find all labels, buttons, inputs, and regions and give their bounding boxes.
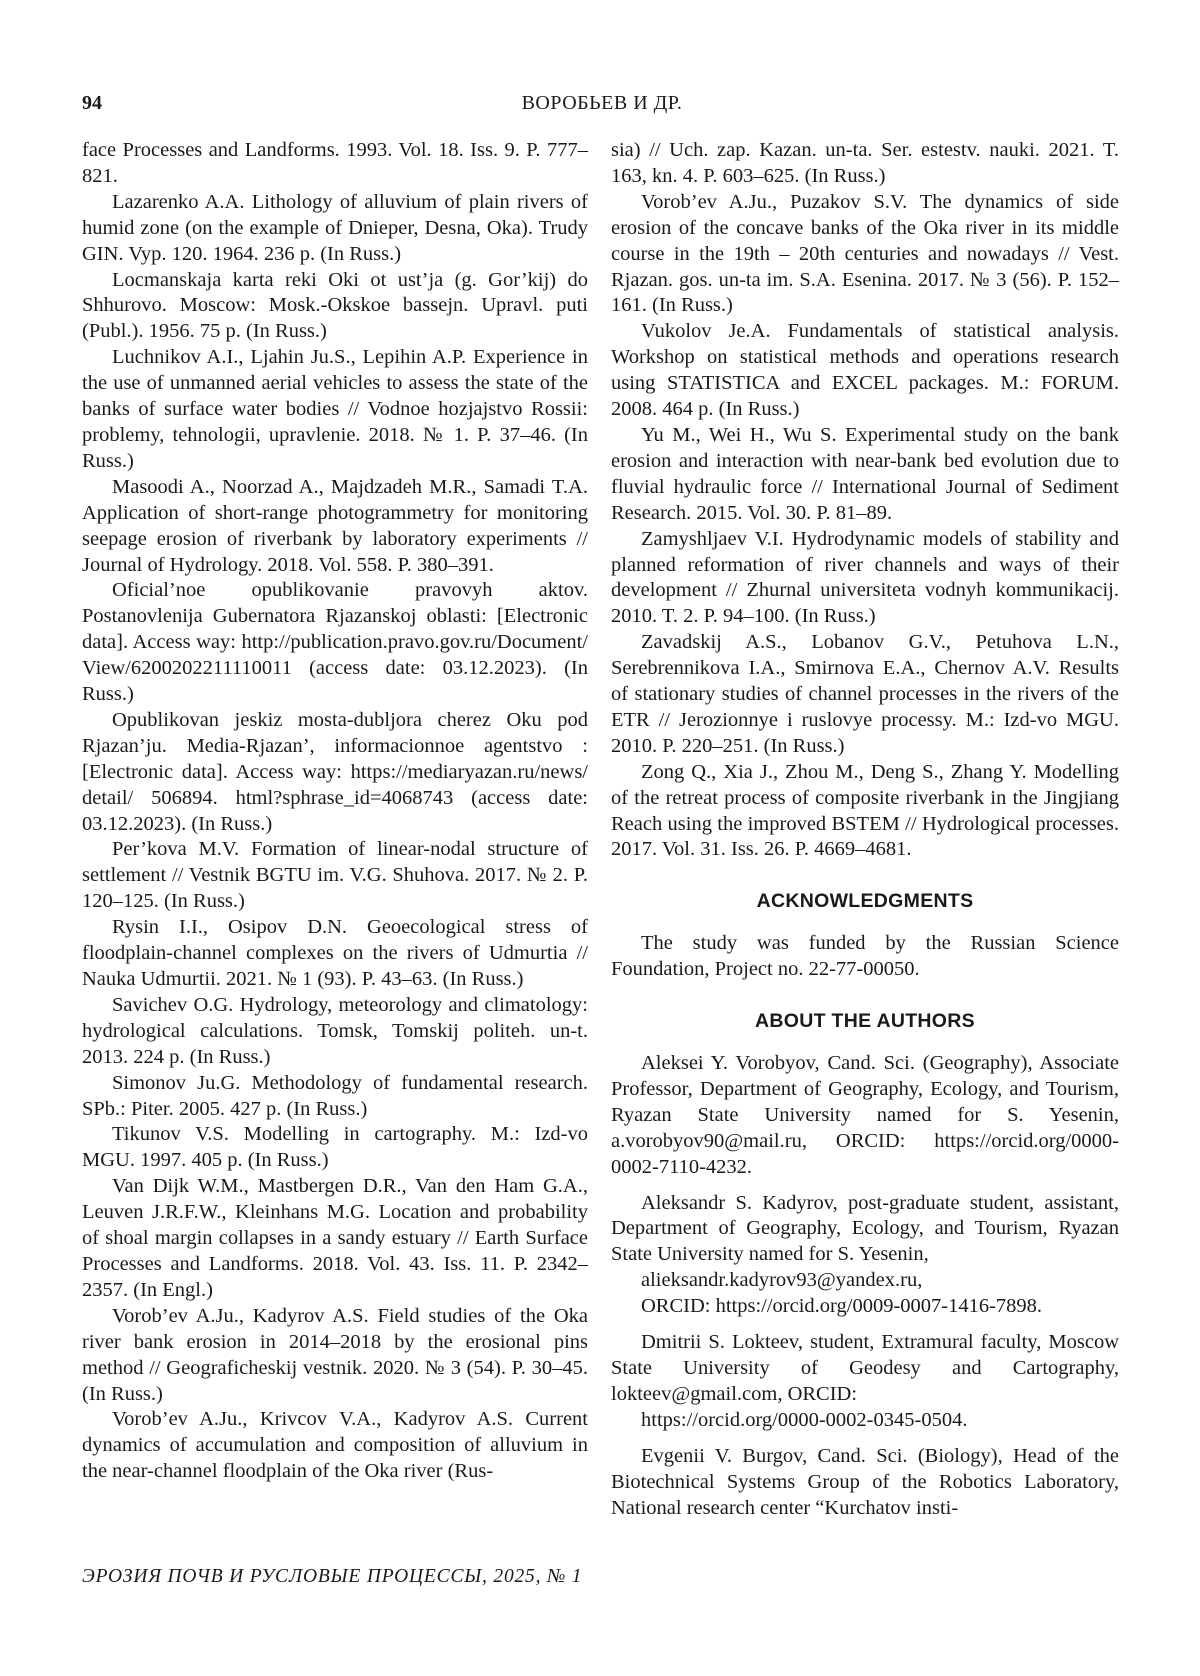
reference-item: Opublikovan jeskiz mosta-dubljora cherez Oku pod Rjazan’ju. Media-Rjazan’, informacionnoe agentstvo : [Electronic data]. Access way: https://mediaryazan.ru/news/ detail/ 506894. html?sphrase_id=4068743 (access date: 03.12.2023). (In Russ.)	[82, 708, 588, 835]
author-entry: Aleksei Y. Vorobyov, Cand. Sci. (Geography), Associate Professor, Department of Geography, Ecology, and Tourism, Ryazan State University named for S. Yesenin, a.vorobyov90@mail.ru, ORCID: https://orcid.org/0000-0002-7110-4232.	[611, 1052, 1119, 1178]
reference-item: face Processes and Landforms. 1993. Vol. 18. Iss. 9. P. 777–821.	[82, 139, 588, 187]
reference-item: Simonov Ju.G. Methodology of fundamental research. SPb.: Piter. 2005. 427 p. (In Russ.)	[82, 1071, 588, 1120]
reference-item: Locmanskaja karta reki Oki ot ust’ja (g. Gor’kij) do Shhurovo. Moscow: Mosk.-Okskoe bassejn. Upravl. puti (Publ.). 1956. 75 p. (In Russ.)	[82, 268, 588, 343]
reference-item: Van Dijk W.M., Mastbergen D.R., Van den Ham G.A., Leuven J.R.F.W., Kleinhans M.G. Location and probability of shoal margin collapses in a sandy estuary // Earth Surface Processes and Landforms. 2018. Vol. 43. Iss. 11. P. 2342–2357. (In Engl.)	[82, 1175, 588, 1301]
right-column	[611, 138, 1119, 1531]
reference-item: Zavadskij A.S., Lobanov G.V., Petuhova L.N., Serebrennikova I.A., Smirnova E.A., Chernov A.V. Results of stationary studies of channel processes in the rivers of the ETR // Jerozionnye i ruslovye processy. M.: Izd-vo MGU. 2010. P. 220–251. (In Russ.)	[611, 631, 1119, 757]
reference-item: Zong Q., Xia J., Zhou M., Deng S., Zhang Y. Modelling of the retreat process of composite riverbank in the Jingjiang Reach using the improved BSTEM // Hydrological processes. 2017. Vol. 31. Iss. 26. P. 4669–4681.	[611, 760, 1119, 861]
running-title: ВОРОБЬЕВ И ДР.	[521, 92, 683, 114]
author-orcid: ORCID: https://orcid.org/0009-0007-1416-7898.	[641, 1295, 1043, 1318]
reference-item: Savichev O.G. Hydrology, meteorology and climatology: hydrological calculations. Tomsk, Tomskij politeh. un-t. 2013. 224 p. (In Russ.)	[82, 993, 588, 1068]
reference-item: sia) // Uch. zap. Kazan. un-ta. Ser. estestv. nauki. 2021. T. 163, kn. 4. P. 603–625. (In Russ.)	[611, 139, 1119, 187]
reference-item: Per’kova M.V. Formation of linear-nodal structure of settlement // Vestnik BGTU im. V.G. Shuhova. 2017. № 2. P. 120–125. (In Russ.)	[82, 838, 588, 913]
author-entry	[611, 1330, 1119, 1434]
reference-item: Masoodi A., Noorzad A., Majdzadeh M.R., Samadi T.A. Application of short-range photogrammetry for monitoring seepage erosion of riverbank by laboratory experiments // Journal of Hydrology. 2018. Vol. 558. P. 380–391.	[82, 475, 588, 576]
reference-item: Vorob’ev A.Ju., Kadyrov A.S. Field studies of the Oka river bank erosion in 2014–2018 by the erosional pins method // Geograficheskij vestnik. 2020. № 3 (54). P. 30–45. (In Russ.)	[82, 1304, 588, 1405]
journal-footer: ЭРОЗИЯ ПОЧВ И РУСЛОВЫЕ ПРОЦЕССЫ, 2025, № 1	[82, 1566, 583, 1587]
reference-item: Yu M., Wei H., Wu S. Experimental study on the bank erosion and interaction with near-bank bed evolution due to fluvial hydraulic force // International Journal of Sediment Research. 2015. Vol. 30. P. 81–89.	[611, 423, 1119, 524]
reference-item: Lazarenko A.A. Lithology of alluvium of plain rivers of humid zone (on the example of Dnieper, Desna, Oka). Trudy GIN. Vyp. 120. 1964. 236 p. (In Russ.)	[82, 190, 588, 265]
acknowledgments-heading: ACKNOWLEDGMENTS	[756, 890, 974, 913]
reference-item: Zamyshljaev V.I. Hydrodynamic models of stability and planned reformation of river channels and ways of their development // Zhurnal universiteta vodnyh kommunikacij. 2010. T. 2. P. 94–100. (In Russ.)	[611, 527, 1119, 628]
page-header	[82, 92, 1122, 122]
author-orcid: https://orcid.org/0000-0002-0345-0504.	[641, 1408, 968, 1431]
reference-item: Rysin I.I., Osipov D.N. Geoecological stress of floodplain-channel complexes on the rivers of Udmurtia // Nauka Udmurtii. 2021. № 1 (93). P. 43–63. (In Russ.)	[82, 916, 588, 990]
reference-item: Vorob’ev A.Ju., Puzakov S.V. The dynamics of side erosion of the concave banks of the Oka river in its middle course in the 19th – 20th centuries and nowadays // Vest. Rjazan. gos. un-ta im. S.A. Esenina. 2017. № 3 (56). P. 152–161. (In Russ.)	[611, 190, 1119, 317]
reference-item: Tikunov V.S. Modelling in cartography. M.: Izd-vo MGU. 1997. 405 p. (In Russ.)	[82, 1123, 588, 1172]
author-affiliation: Aleksandr S. Kadyrov, post-graduate student, assistant, Department of Geography, Ecology, and Tourism, Ryazan State University named for S. Yesenin,	[611, 1191, 1119, 1266]
author-entry: Evgenii V. Burgov, Cand. Sci. (Biology), Head of the Biotechnical Systems Group of the Robotics Laboratory, National research center “Kurchatov insti-	[611, 1444, 1119, 1519]
author-affiliation: Dmitrii S. Lokteev, student, Extramural faculty, Moscow State University of Geodesy and Cartography, lokteev@gmail.com, ORCID:	[611, 1331, 1119, 1405]
authors-heading: ABOUT THE AUTHORS	[755, 1010, 975, 1033]
left-column	[82, 138, 588, 1485]
reference-item: Vorob’ev A.Ju., Krivcov V.A., Kadyrov A.S. Current dynamics of accumulation and composition of alluvium in the near-channel floodplain of the Oka river (Rus-	[82, 1408, 588, 1483]
reference-item: Luchnikov A.I., Ljahin Ju.S., Lepihin A.P. Experience in the use of unmanned aerial vehicles to assess the state of the banks of surface water bodies // Vodnoe hozjajstvo Rossii: problemy, tehnologii, upravlenie. 2018. № 1. P. 37–46. (In Russ.)	[82, 346, 588, 472]
reference-item: Vukolov Je.A. Fundamentals of statistical analysis. Workshop on statistical methods and operations research using STATISTICA and EXCEL packages. M.: FORUM. 2008. 464 p. (In Russ.)	[611, 320, 1119, 421]
acknowledgments-text: The study was funded by the Russian Science Foundation, Project no. 22-77-00050.	[611, 932, 1119, 981]
reference-item: Oficial’noe opublikovanie pravovyh aktov. Postanovlenija Gubernatora Rjazanskoj oblasti: [Electronic data]. Access way: http://publication.pravo.gov.ru/Document/ View/6200202211110011 (access date: 03.12.2023). (In Russ.)	[82, 579, 588, 706]
page-number: 94	[82, 92, 102, 114]
author-entry	[611, 1191, 1119, 1321]
author-email: alieksandr.kadyrov93@yandex.ru,	[641, 1269, 923, 1292]
